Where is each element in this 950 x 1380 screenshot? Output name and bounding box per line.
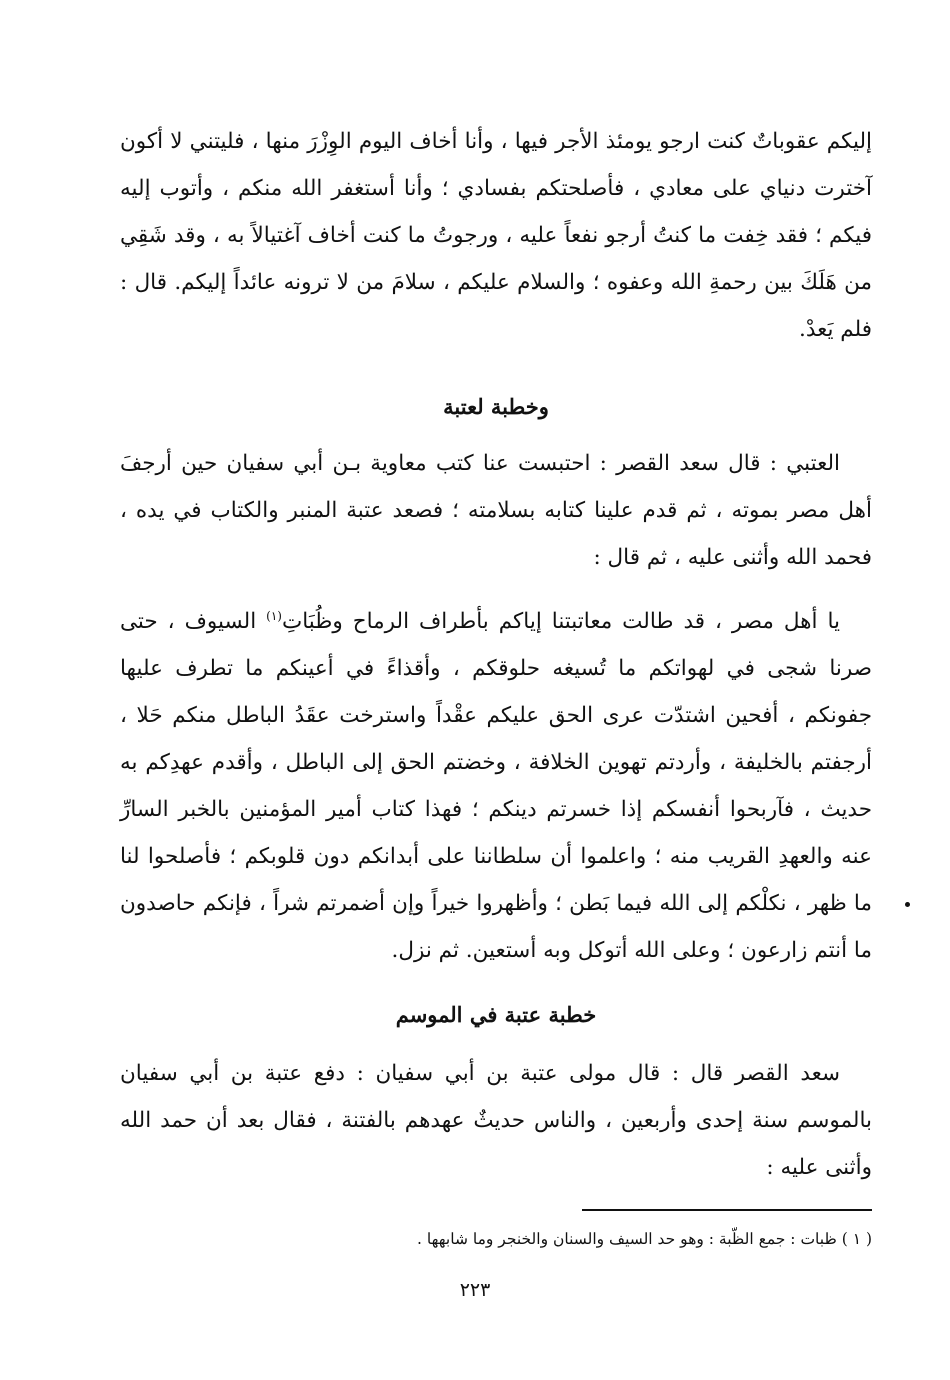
paragraph-season-narration: سعد القصر قال : قال مولى عتبة بن أبي سفيان : دفع عتبة بن أبي سفيان بالموسم سنة إحدى وأربعين ، والناس حديثٌ عهدهم بالفتنة ، فقال بعد أن حمد الله وأثنى عليه : — [120, 1061, 872, 1180]
speech-block — [120, 598, 872, 974]
season-narration-block — [120, 1050, 872, 1191]
margin-dot-mark — [905, 902, 910, 907]
speech-text-part-2: السيوف ، حتى صرنا شجى في لهواتكم ما تُسيغه حلوقكم ، وأقذاءً في أعينكم ما تطرف عليها جفونكم ، أفحين اشتدّت عرى الحق عليكم عقْداً واسترخت عقَدُ الباطل منكم حَلا ، أرجفتم بالخليفة ، وأردتم تهوين الخلافة ، وخضتم الحق إلى الباطل ، وأقدم عهدِكم به حديث ، فآربحوا أنفسكم إذا خسرتم دينكم ؛ فهذا كتاب أمير المؤمنين بالخبر السارِّ عنه والعهدِ القريب منه ؛ واعلموا أن سلطاننا على أبدانكم دون قلوبكم ؛ فأصلحوا لنا ما ظهر ، نكلْكم إلى الله فيما بَطن ؛ وأظهروا خيراً وإن أضمرتم شراً ، فإنكم حاصدون ما أنتم زارعون ؛ وعلى الله أتوكل وبه أستعين. ثم نزل. — [120, 609, 872, 963]
narration-block — [120, 440, 872, 581]
footnote-text: ( ١ ) ظبات : جمع الظّبة : وهو حد السيف والسنان والخنجر وما شابهها . — [417, 1230, 872, 1248]
section-heading-utba-speech: وخطبة لعتبة — [443, 394, 549, 419]
footnote-marker[interactable]: (١) — [266, 608, 282, 623]
footnote-divider — [582, 1209, 872, 1211]
section-heading-utba-season-speech: خطبة عتبة في الموسم — [395, 1002, 597, 1027]
opening-paragraph-block — [120, 118, 872, 353]
page-number: ٢٢٣ — [459, 1279, 491, 1301]
paragraph-narration-utbi: العتبي : قال سعد القصر : احتبست عنا كتب معاوية بـن أبي سفيان حين أرجفَ أهل مصر بموته ، ثم قدم علينا كتابه بسلامته ؛ فصعد عتبة المنبر والكتاب في يده ، فحمد الله وأثنى عليه ، ثم قال : — [120, 451, 872, 570]
paragraph-utba-speech — [120, 598, 872, 974]
paragraph-end-of-previous-speech: إليكم عقوباتٌ كنت ارجو يومئذ الأجر فيها ، وأنا أخاف اليوم الوِزْرَ منها ، فليتني لا أكون آخترت دنياي على معادي ، فأصلحتكم بفسادي ؛ وأنا أستغفر الله منكم ، وأتوب إليه فيكم ؛ فقد خِفت ما كنتُ أرجو نفعاً عليه ، ورجوتُ ما كنت أخاف آغتيالاً به ، وقد شَقِي من هَلَكَ بين رحمةِ الله وعفوه ؛ والسلام عليكم ، سلامَ من لا ترونه عائداً إليكم. قال : فلم يَعدْ. — [120, 129, 872, 342]
speech-text-part-1: يا أهل مصر ، قد طالت معاتبتنا إياكم بأطراف الرماح وظُبَاتِ — [281, 609, 841, 634]
